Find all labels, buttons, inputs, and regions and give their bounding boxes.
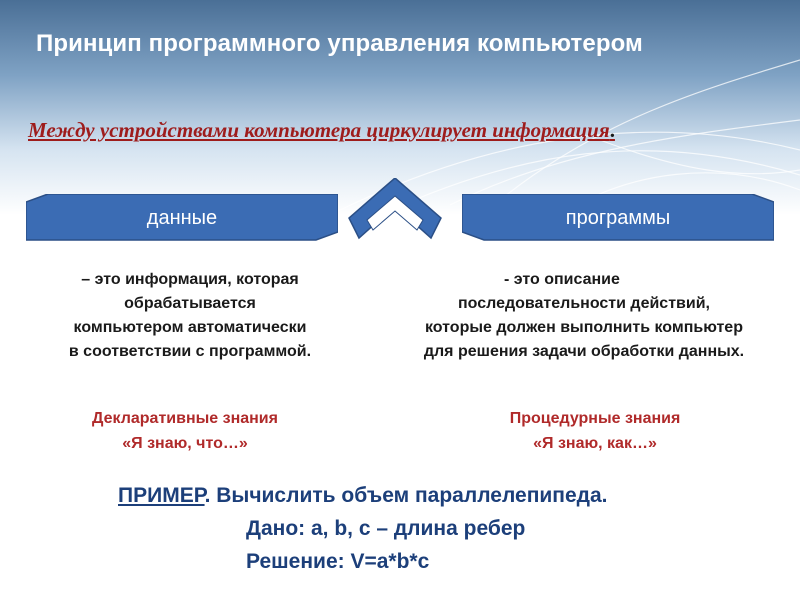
slide-title: Принцип программного управления компьютером — [36, 30, 643, 57]
data-description-line: – это информация, которая — [81, 271, 299, 288]
programs-description-line: - это описание — [504, 271, 620, 288]
declarative-knowledge-quote: «Я знаю, что…» — [122, 435, 248, 452]
programs-description-line: которые должен выполнить компьютер — [425, 319, 743, 336]
subtitle-text: Между устройствами компьютера циркулирует информация — [28, 118, 610, 142]
example-line — [118, 484, 608, 508]
declarative-knowledge-title: Декларативные знания — [92, 410, 278, 427]
procedural-knowledge-quote: «Я знаю, как…» — [533, 435, 657, 452]
programs-box-label: программы — [565, 206, 671, 229]
example-label: ПРИМЕР — [118, 484, 205, 507]
example-task: . Вычислить объем параллелепипеда. — [204, 484, 608, 507]
data-description-line: компьютером автоматически — [73, 319, 307, 336]
procedural-knowledge — [450, 406, 740, 456]
procedural-knowledge-title: Процедурные знания — [509, 410, 681, 427]
circulation-arrow-icon — [347, 178, 443, 240]
declarative-knowledge — [40, 406, 330, 456]
example-solution: Решение: V=a*b*c — [246, 550, 430, 573]
data-box — [26, 194, 338, 242]
slide-subtitle — [28, 118, 615, 143]
example-given: Дано: a, b, c – длина ребер — [246, 517, 526, 540]
programs-description-line: для решения задачи обработки данных. — [423, 343, 745, 360]
data-box-label: данные — [146, 206, 218, 229]
subtitle-period: . — [609, 118, 615, 142]
programs-box — [462, 194, 774, 242]
programs-description-line: последовательности действий, — [458, 295, 710, 312]
programs-description — [376, 268, 792, 364]
data-description — [30, 268, 350, 364]
data-description-line: в соответствии с программой. — [68, 343, 312, 360]
data-description-line: обрабатывается — [124, 295, 256, 312]
